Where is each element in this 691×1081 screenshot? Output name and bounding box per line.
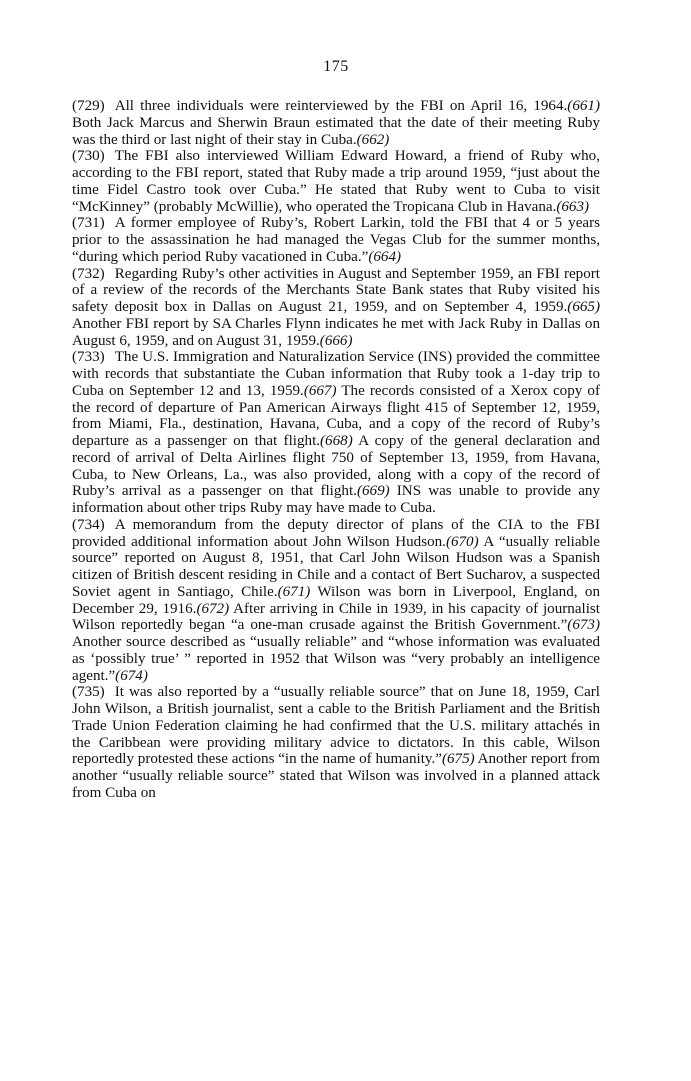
paragraph-text: INS was unable to provide any information about other trips Ruby may have made to Cuba. <box>72 483 601 516</box>
paragraph <box>72 148 600 215</box>
footnote-ref: (672) <box>196 600 230 617</box>
paragraph-number: (731) <box>72 215 105 232</box>
paragraph-text: Both Jack Marcus and Sherwin Braun estimated that the date of their meeting Ruby was the third or last night of their stay in Cuba. <box>72 114 600 148</box>
paragraph <box>72 215 600 265</box>
footnote-ref: (667) <box>303 382 337 399</box>
paragraph-text: Another source described as “usually reliable” and “whose information was evaluated as ‘possibly true’ ” reported in 1952 that Wilson was “very probably an intelligence agent.” <box>72 634 600 684</box>
paragraph <box>72 266 600 350</box>
page-number: 175 <box>323 58 349 75</box>
paragraph-text: It was also reported by a “usually reliable source” that on June 18, 1959, Carl John Wilson, a British journalist, sent a cable to the British Parliament and the British Trade Union Federation claiming he had confirmed that the U.S. military attachés in the Caribbean were providing military advice to dictators. In this cable, Wilson reportedly protested these actions “in the name of humanity.” <box>72 684 600 768</box>
footnote-ref: (673) <box>567 617 600 634</box>
paragraph <box>72 517 600 685</box>
paragraph-number: (732) <box>72 265 105 282</box>
paragraph <box>72 98 600 148</box>
paragraph <box>72 684 600 801</box>
footnote-ref: (671) <box>277 583 311 600</box>
footnote-ref: (665) <box>567 299 600 315</box>
paragraph-text: The FBI also interviewed William Edward Howard, a friend of Ruby who, according to the FBI report, stated that Ruby made a trip around 1959, “just about the time Fidel Castro took over Cuba.” He stated that Ruby went to Cuba to visit “McKinney” (probably McWillie), who operated the Tropicana Club in Havana. <box>72 148 600 215</box>
paragraph-number: (734) <box>72 516 105 533</box>
footnote-ref: (663) <box>556 198 590 215</box>
footnote-ref: (666) <box>319 332 353 349</box>
footnote-ref: (670) <box>445 533 479 550</box>
paragraph-number: (730) <box>72 148 105 165</box>
paragraph-text: Wilson was born in Liverpool, England, on December 29, 1916. <box>72 583 600 617</box>
footnote-ref: (662) <box>356 131 390 148</box>
footnote-ref: (675) <box>441 751 475 768</box>
paragraph-number: (729) <box>72 98 105 114</box>
paragraph-text: After arriving in Chile in 1939, in his capacity of journalist Wilson reportedly began “a one-man crusade against the British Government.” <box>72 600 601 634</box>
body-text <box>72 98 600 802</box>
paragraph <box>72 349 600 517</box>
paragraph-text: All three individuals were reinterviewed by the FBI on April 16, 1964. <box>114 98 568 114</box>
footnote-ref: (661) <box>567 98 600 114</box>
paragraph-number: (733) <box>72 349 105 366</box>
footnote-ref: (664) <box>368 248 402 265</box>
paragraph-text: A copy of the general declaration and record of arrival of Delta Airlines flight 750 of September 13, 1959, from Havana, Cuba, to New Orleans, La., was also provided, along with a copy of the record of Ruby’s arrival as a passenger on that flight. <box>72 433 600 500</box>
footnote-ref: (674) <box>115 667 148 684</box>
paragraph-text: Another FBI report by SA Charles Flynn indicates he met with Jack Ruby in Dallas on August 6, 1959, and on August 31, 1959. <box>72 315 600 349</box>
paragraph-text: The U.S. Immigration and Naturalization Service (INS) provided the committee with records that substantiate the Cuban information that Ruby took a 1-day trip to Cuba on September 12 and 13, 1959. <box>72 349 600 399</box>
paragraph-text: A “usually reliable source” reported on August 8, 1951, that Carl John Wilson Hudson was a Spanish citizen of British descent residing in Chile and a contact of Bert Sucharov, a suspected Soviet agent in Santiago, Chile. <box>72 533 601 600</box>
footnote-ref: (668) <box>320 433 353 449</box>
document-page <box>72 58 600 802</box>
paragraph-text: The records consisted of a Xerox copy of the record of departure of Pan American Airways flight 415 of September 12, 1959, from Miami, Fla., destination, Havana, Cuba, and a copy of the record of Ruby’s departure as a passenger on that flight. <box>72 382 600 449</box>
footnote-ref: (669) <box>356 483 390 500</box>
paragraph-text: Another report from another “usually reliable source” stated that Wilson was involved in a planned attack from Cuba on <box>72 751 601 801</box>
paragraph-text: Regarding Ruby’s other activities in August and September 1959, an FBI report of a review of the records of the Merchants State Bank states that Ruby visited his safety deposit box in Dallas on August 21, 1959, and on September 4, 1959. <box>72 265 600 315</box>
paragraph-text: A memorandum from the deputy director of plans of the CIA to the FBI provided additional information about John Wilson Hudson. <box>72 516 600 550</box>
paragraph-number: (735) <box>72 684 105 701</box>
paragraph-text: A former employee of Ruby’s, Robert Larkin, told the FBI that 4 or 5 years prior to the assassination he had managed the Vegas Club for the summer months, “during which period Ruby vacationed in Cuba.” <box>72 215 600 265</box>
